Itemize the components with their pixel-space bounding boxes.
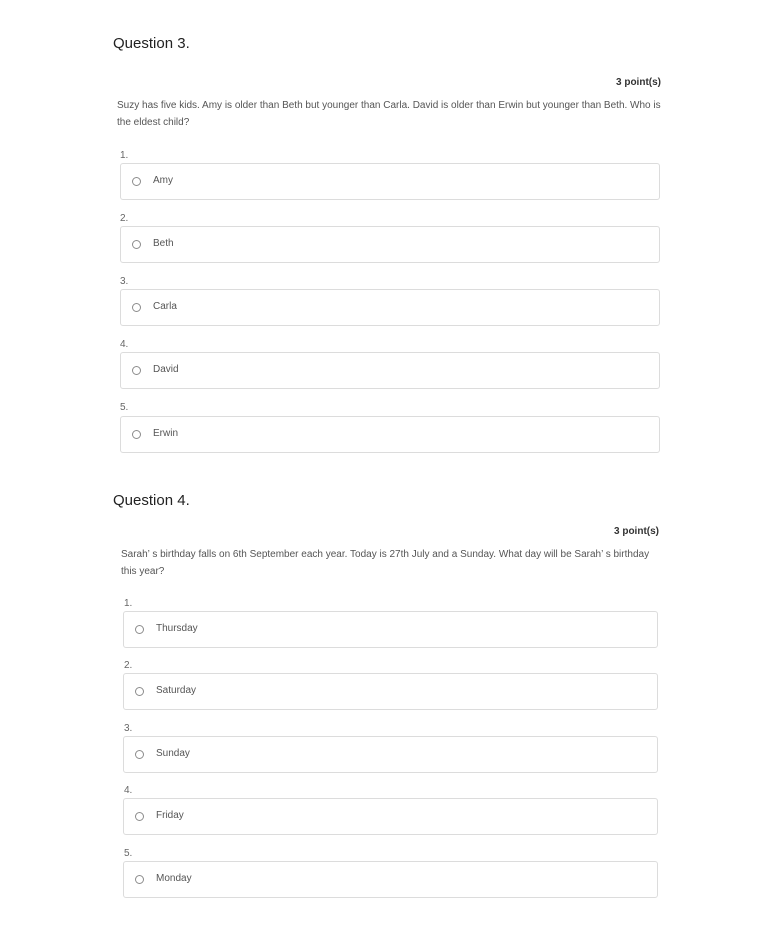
option-number: 4. [124, 785, 133, 796]
question-4-text: Sarah’ s birthday falls on 6th September each year. Today is 27th July and a Sunday. What day will be Sarah’ s birthday this year? [121, 549, 650, 577]
radio-button[interactable] [132, 177, 141, 186]
radio-button[interactable] [132, 240, 141, 249]
radio-button[interactable] [135, 750, 144, 759]
question-title-prefix: Question [113, 35, 178, 52]
option-number: 1. [124, 598, 133, 609]
option-number: 3. [120, 276, 129, 287]
radio-button[interactable] [132, 366, 141, 375]
question-3-title [113, 35, 190, 52]
radio-button[interactable] [135, 812, 144, 821]
option-label: Friday [156, 810, 184, 821]
answer-option-monday[interactable] [123, 861, 658, 898]
question-4-title [113, 492, 190, 509]
answer-option-erwin[interactable] [120, 416, 660, 453]
answer-option-david[interactable] [120, 352, 660, 389]
radio-button[interactable] [135, 625, 144, 634]
option-number: 2. [124, 660, 133, 671]
question-title-prefix: Question [113, 492, 178, 509]
option-label: Monday [156, 873, 192, 884]
question-3-points: 3 point(s) [616, 77, 661, 88]
option-label: Erwin [153, 428, 179, 439]
option-label: Amy [153, 175, 173, 186]
option-label: Thursday [156, 623, 198, 634]
option-number: 3. [124, 723, 133, 734]
option-label: David [153, 364, 179, 375]
option-label: Saturday [156, 685, 197, 696]
option-label: Beth [153, 238, 174, 249]
answer-option-beth[interactable] [120, 226, 660, 263]
option-number: 4. [120, 339, 129, 350]
answer-option-saturday[interactable] [123, 673, 658, 710]
radio-button[interactable] [132, 430, 141, 439]
radio-button[interactable] [132, 303, 141, 312]
answer-option-amy[interactable] [120, 163, 660, 200]
radio-button[interactable] [135, 875, 144, 884]
option-number: 5. [124, 848, 133, 859]
answer-option-thursday[interactable] [123, 611, 658, 648]
option-number: 5. [120, 402, 129, 413]
question-4-points: 3 point(s) [614, 526, 659, 537]
option-label: Sunday [156, 748, 190, 759]
answer-option-sunday[interactable] [123, 736, 658, 773]
radio-button[interactable] [135, 687, 144, 696]
answer-option-friday[interactable] [123, 798, 658, 835]
question-title-suffix: . [185, 35, 190, 52]
option-number: 1. [120, 150, 129, 161]
question-3-text: Suzy has five kids. Amy is older than Beth but younger than Carla. David is older than Erwin but younger than Beth. Who is the eldest child? [117, 100, 661, 128]
question-number: 4 [177, 492, 186, 509]
question-number: 3 [177, 35, 186, 52]
answer-option-carla[interactable] [120, 289, 660, 326]
question-title-suffix: . [185, 492, 190, 509]
option-label: Carla [153, 301, 177, 312]
option-number: 2. [120, 213, 129, 224]
